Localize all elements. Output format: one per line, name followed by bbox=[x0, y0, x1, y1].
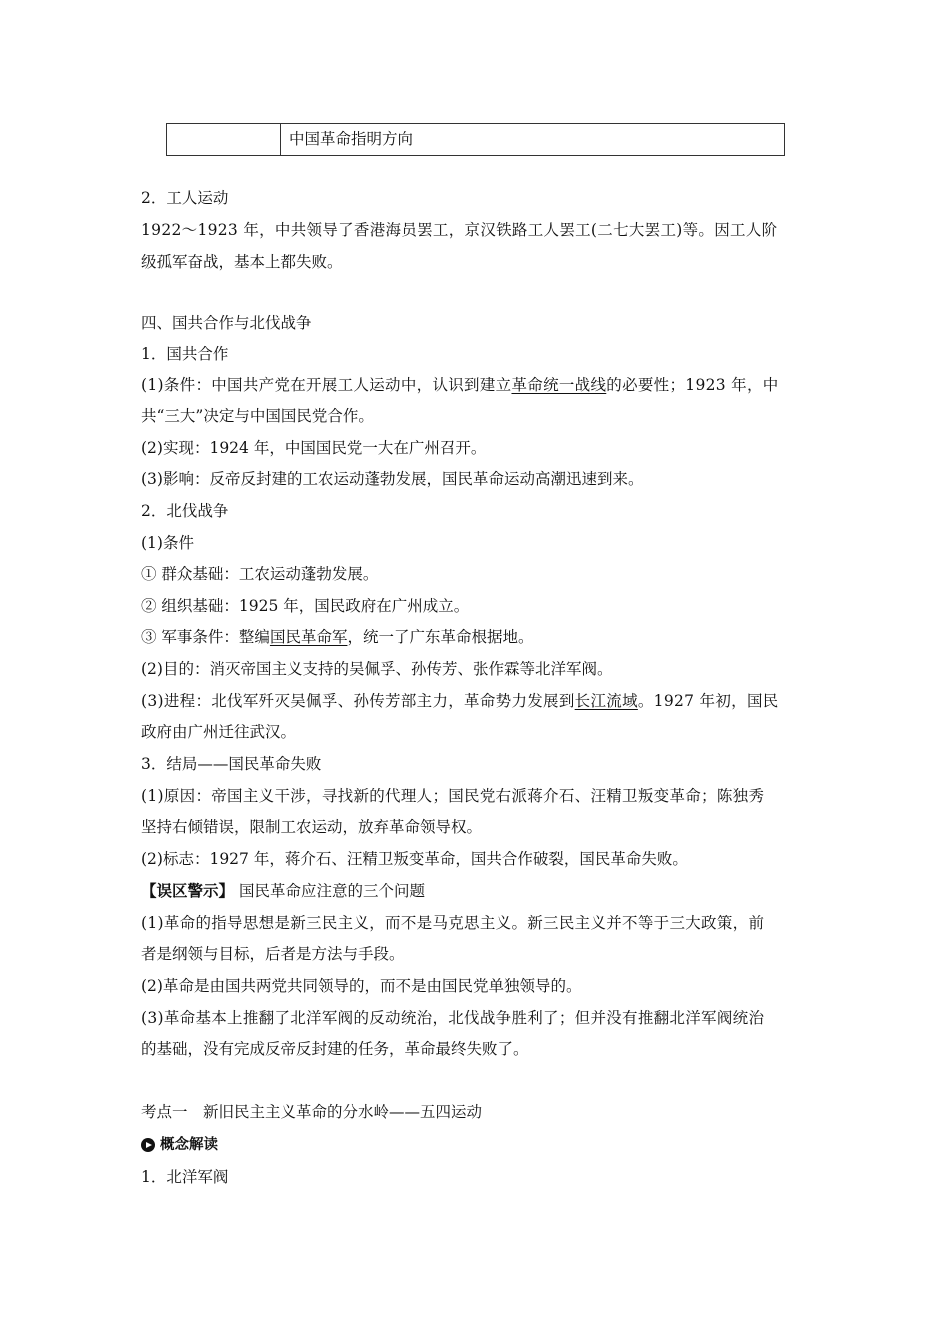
result-reason-line-1: (1)原因：帝国主义干涉，寻找新的代理人；国民党右派蒋介石、汪精卫叛变革命；陈独秀 bbox=[141, 787, 765, 805]
key-point-one-heading: 考点一 新旧民主主义革命的分水岭——五四运动 bbox=[141, 1103, 483, 1121]
labor-paragraph-line-2: 级孤军奋战，基本上都失败。 bbox=[141, 253, 343, 271]
condition-mass-base: ① 群众基础：工农运动蓬勃发展。 bbox=[141, 565, 379, 583]
condition-organization-base: ② 组织基础：1925 年，国民政府在广州成立。 bbox=[141, 597, 470, 615]
table-cell-text: 中国革命指明方向 bbox=[289, 130, 414, 148]
cooperation-condition-line-1: (1)条件：中国共产党在开展工人运动中，认识到建立革命统一战线的必要性；1923 年，中 bbox=[141, 376, 779, 394]
warning-tag: 【误区警示】 bbox=[141, 881, 235, 900]
northern-expedition-heading: 2．北伐战争 bbox=[141, 502, 229, 520]
underlined-term: 革命统一战线 bbox=[511, 376, 607, 394]
play-circle-icon bbox=[141, 1138, 155, 1152]
cooperation-condition-line-2: 共“三大”决定与中国国民党合作。 bbox=[141, 407, 374, 425]
cooperation-realization: (2)实现：1924 年，中国国民党一大在广州召开。 bbox=[141, 439, 487, 457]
northern-expedition-progress-line-1: (3)进程：北伐军歼灭吴佩孚、孙传芳部主力，革命势力发展到长江流域。1927 年初，国民 bbox=[141, 692, 779, 710]
warning-point-1-line-1: (1)革命的指导思想是新三民主义，而不是马克思主义。新三民主义并不等于三大政策，前 bbox=[141, 914, 765, 932]
underlined-term: 长江流域 bbox=[574, 692, 638, 710]
northern-expedition-goal: (2)目的：消灭帝国主义支持的吴佩孚、孙传芳、张作霖等北洋军阀。 bbox=[141, 660, 613, 678]
northern-expedition-progress-line-2: 政府由广州迁往武汉。 bbox=[141, 723, 297, 741]
cooperation-effect: (3)影响：反帝反封建的工农运动蓬勃发展，国民革命运动高潮迅速到来。 bbox=[141, 470, 644, 488]
condition-military: ③ 军事条件：整编国民革命军，统一了广东革命根据地。 bbox=[141, 628, 534, 646]
concept-interpretation-label: 概念解读 bbox=[141, 1134, 218, 1156]
warning-point-2: (2)革命是由国共两党共同领导的，而不是由国民党单独领导的。 bbox=[141, 977, 582, 995]
warning-point-3-line-2: 的基础，没有完成反帝反封建的任务，革命最终失败了。 bbox=[141, 1040, 529, 1058]
beiyang-warlords-item: 1．北洋军阀 bbox=[141, 1168, 229, 1186]
labor-paragraph-line-1: 1922～1923 年，中共领导了香港海员罢工，京汉铁路工人罢工(二七大罢工)等。因工人阶 bbox=[141, 221, 778, 239]
cooperation-heading: 1．国共合作 bbox=[141, 345, 229, 363]
labor-movement-heading: 2．工人运动 bbox=[141, 189, 229, 207]
table-cell-empty bbox=[167, 124, 281, 155]
northern-expedition-conditions: (1)条件 bbox=[141, 534, 194, 552]
result-sign: (2)标志：1927 年，蒋介石、汪精卫叛变革命，国共合作破裂，国民革命失败。 bbox=[141, 850, 688, 868]
warning-point-1-line-2: 者是纲领与目标，后者是方法与手段。 bbox=[141, 945, 405, 963]
warning-point-3-line-1: (3)革命基本上推翻了北洋军阀的反动统治，北伐战争胜利了；但并没有推翻北洋军阀统治 bbox=[141, 1009, 765, 1027]
result-reason-line-2: 坚持右倾错误，限制工农运动，放弃革命领导权。 bbox=[141, 818, 483, 836]
section-four-heading: 四、国共合作与北伐战争 bbox=[141, 314, 312, 332]
summary-table-row bbox=[166, 123, 785, 156]
warning-heading: 【误区警示】 国民革命应注意的三个问题 bbox=[141, 881, 425, 900]
underlined-term: 国民革命军 bbox=[269, 628, 348, 646]
result-heading: 3．结局——国民革命失败 bbox=[141, 755, 322, 773]
